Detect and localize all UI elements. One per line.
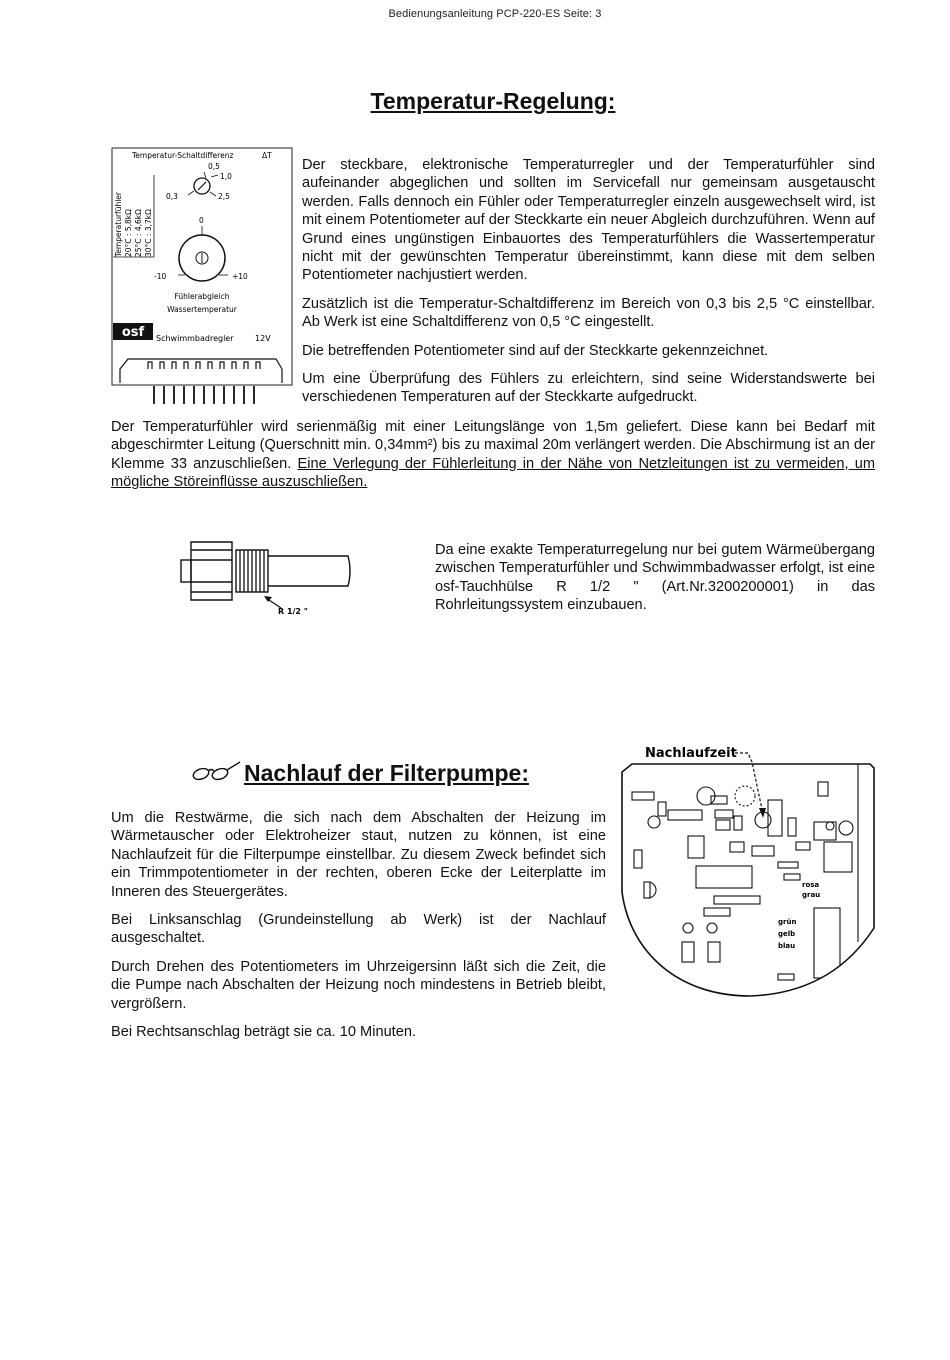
section-title-pump: Nachlauf der Filterpumpe:: [244, 760, 529, 786]
resistance-25: 25°C : 4,6kΩ: [134, 209, 143, 257]
pot2-label-plus: +10: [232, 272, 248, 281]
card-delta: ΔT: [262, 151, 272, 160]
paragraph: Da eine exakte Temperaturregelung nur bei gutem Wärmeübergang zwischen Temperaturfühler und Schwimmbadwasser erfolgt, ist eine osf-Tauchhülse R 1/2 " (Art.Nr.3200200001) in das Rohrleitungssystem einzubauen.: [435, 542, 875, 614]
paragraph: Die betreffenden Potentiometer sind auf der Steckkarte gekennzeichnet.: [302, 342, 769, 359]
paragraph: Um eine Überprüfung des Fühlers zu erleichtern, sind seine Widerstandswerte bei verschiedenen Temperaturen auf der Steckkarte aufgedruckt.: [302, 371, 875, 406]
pcb-diagram: [618, 742, 880, 1002]
immersion-sleeve-diagram: [176, 536, 366, 616]
pot1-label-b: 1,0: [220, 172, 232, 181]
cable-warning: Eine Verlegung der Fühlerleitung in der Nähe von Netzleitungen ist zu vermeiden, um mögliche Störeinflüsse auszuschließen.: [111, 455, 876, 491]
paragraph: Der steckbare, elektronische Temperaturregler und der Temperaturfühler sind aufeinander abgeglichen und sollten im Servicefall nur gemeinsam ausgetauscht werden. Falls dennoch ein Fühler oder Temperaturregler einzeln ausgewechselt wird, ist mit einem Potentiometer auf der Steckkarte ein neuer Abgleich durchzuführen. Wenn auf Grund eines ungünstigen Einbauortes des Temperaturfühlers die Wassertemperatur nicht mit der gewünschten Temperatur übereinstimmt, kann diese mit dem selben Potentiometer nachjustiert werden.: [302, 157, 875, 284]
voltage-label: 12V: [255, 334, 271, 343]
glasses-icon: [190, 760, 242, 782]
label-sensor-adjust: Fühlerabgleich: [174, 292, 230, 301]
paragraph: Zusätzlich ist die Temperatur-Schaltdifferenz im Bereich von 0,3 bis 2,5 °C einstellbar. Ab Werk ist eine Schaltdifferenz von 0,5 °C eingestellt.: [302, 295, 875, 331]
wire-gelb: gelb: [778, 930, 796, 938]
cable-text: Der Temperaturfühler wird serienmäßig mit einer Leitungslänge von 1,5m geliefert. Diese kann bei Bedarf mit abgeschirmter Leitung (Querschnitt min. 0,34mm²) bis zu maximal 20m verlängert werden. Die Abschirmung ist an der Klemme 33 anzuschließen.: [111, 419, 875, 472]
wire-rosa: rosa: [802, 881, 820, 889]
sleeve-paragraph: [435, 541, 875, 615]
pot1-label-d: 2,5: [218, 192, 230, 201]
pot1-label-a: 0,5: [208, 162, 220, 171]
paragraph: Bei Rechtsanschlag beträgt sie ca. 10 Minuten.: [111, 1024, 417, 1041]
page-header: Bedienungsanleitung PCP-220-ES Seite: 3: [388, 8, 602, 20]
paragraph: Um die Restwärme, die sich nach dem Abschalten der Heizung im Wärmetauscher oder Elektroheizer staut, nutzen zu können, ist eine Nachlaufzeit für die Filterpumpe einstellbar. Zu diesem Zweck befindet sich ein Trimmpotentiometer in der rechten, oberen Ecke der Leiterplatte im Inneren des Steuergerätes.: [111, 810, 606, 900]
pot1-label-c: 0,3: [166, 192, 178, 201]
pot2-label-minus: -10: [154, 272, 167, 281]
section1-intro: [302, 156, 875, 407]
side-label: Temperaturfühler: [114, 192, 123, 257]
pot2-label-zero: 0: [199, 216, 204, 225]
sleeve-label: R 1/2 ": [278, 607, 308, 616]
logo-text: osf: [121, 325, 145, 340]
wire-gruen: grün: [778, 918, 797, 926]
callout-label: Nachlaufzeit: [645, 746, 737, 761]
wire-grau: grau: [802, 891, 821, 899]
sensor-cable-paragraph: [111, 418, 875, 492]
section2-text: [111, 809, 606, 1041]
wire-blau: blau: [778, 942, 796, 950]
resistance-20: 20°C : 5,8kΩ: [124, 209, 133, 257]
card-title: Temperatur-Schaltdifferenz: [132, 151, 234, 160]
paragraph: Durch Drehen des Potentiometers im Uhrzeigersinn läßt sich die Zeit, die die Pumpe nach Abschalten der Heizung noch mindestens in Betrieb bleibt, vergrößern.: [111, 958, 606, 1012]
paragraph: Bei Linksanschlag (Grundeinstellung ab Werk) ist der Nachlauf ausgeschaltet.: [111, 912, 606, 947]
model-label: Schwimmbadregler: [156, 334, 234, 343]
section-title-temperature: Temperatur-Regelung:: [370, 88, 616, 114]
label-water-temp: Wassertemperatur: [167, 305, 237, 314]
resistance-30: 30°C : 3,7kΩ: [144, 209, 153, 257]
controller-card-diagram: [110, 147, 296, 407]
